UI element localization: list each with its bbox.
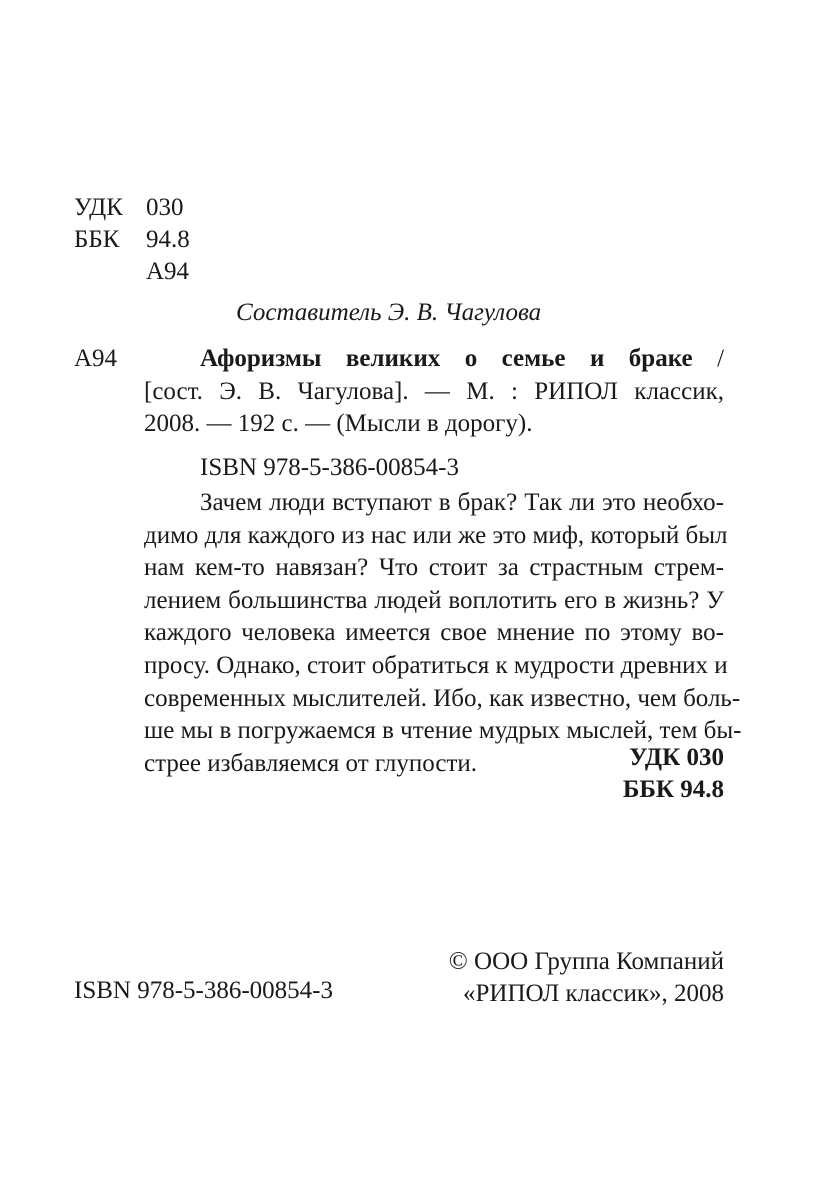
- bbk-value: 94.8: [146, 226, 190, 253]
- biblio-author-sign: А94: [74, 345, 118, 372]
- footer-isbn: ISBN 978-5-386-00854-3: [74, 977, 334, 1004]
- annotation-line: просу. Однако, стоит обратиться к мудрости древних и: [144, 651, 728, 679]
- udk-label: УДК: [74, 194, 123, 221]
- annotation-line: Зачем люди вступают в брак? Так ли это необхо-: [200, 489, 724, 516]
- biblio-line-2: [сост. Э. В. Чагулова]. — М. : РИПОЛ классик,: [144, 378, 724, 405]
- biblio-line-3: 2008. — 192 с. — (Мысли в дорогу).: [144, 410, 533, 437]
- author-sign-row: [74, 259, 189, 284]
- annotation-line: нам кем-то навязан? Что стоит за страстным стрем-: [144, 554, 724, 582]
- udk-value: 030: [146, 194, 184, 221]
- title-slash: /: [717, 345, 725, 372]
- udk-code: УДК 030: [629, 744, 724, 771]
- book-title: Афоризмы великих о семье и браке: [200, 345, 693, 372]
- bbk-row: [74, 227, 190, 252]
- annotation-line: современных мыслителей. Ибо, как известно, чем боль-: [144, 684, 741, 712]
- codes-summary: [623, 742, 724, 806]
- bibliographic-description: [200, 342, 724, 375]
- copyright-line-1: © ООО Группа Компаний: [448, 948, 724, 975]
- author-sign: А94: [146, 258, 190, 285]
- annotation-line: ше мы в погружаемся в чтение мудрых мыслей, тем бы-: [144, 717, 742, 745]
- biblio-line-2-wrap: [144, 379, 724, 404]
- annotation: [144, 487, 742, 780]
- copyright-line-2: «РИПОЛ классик», 2008: [463, 980, 724, 1007]
- bbk-label: ББК: [74, 226, 120, 253]
- udk-row: [74, 195, 184, 220]
- annotation-line: лением большинства людей воплотить его в жизнь? У: [144, 586, 724, 614]
- compiler-line: Составитель Э. В. Чагулова: [236, 299, 542, 326]
- annotation-line: димо для каждого из нас или же это миф, который был: [144, 521, 728, 549]
- biblio-title-line: [200, 342, 724, 375]
- biblio-isbn: ISBN 978-5-386-00854-3: [200, 454, 460, 481]
- bbk-code: ББК 94.8: [622, 776, 724, 803]
- annotation-line: стрее избавляемся от глупости.: [144, 749, 478, 777]
- copyright: [449, 946, 724, 1010]
- annotation-line: каждого человека имеется свое мнение по этому во-: [144, 619, 724, 647]
